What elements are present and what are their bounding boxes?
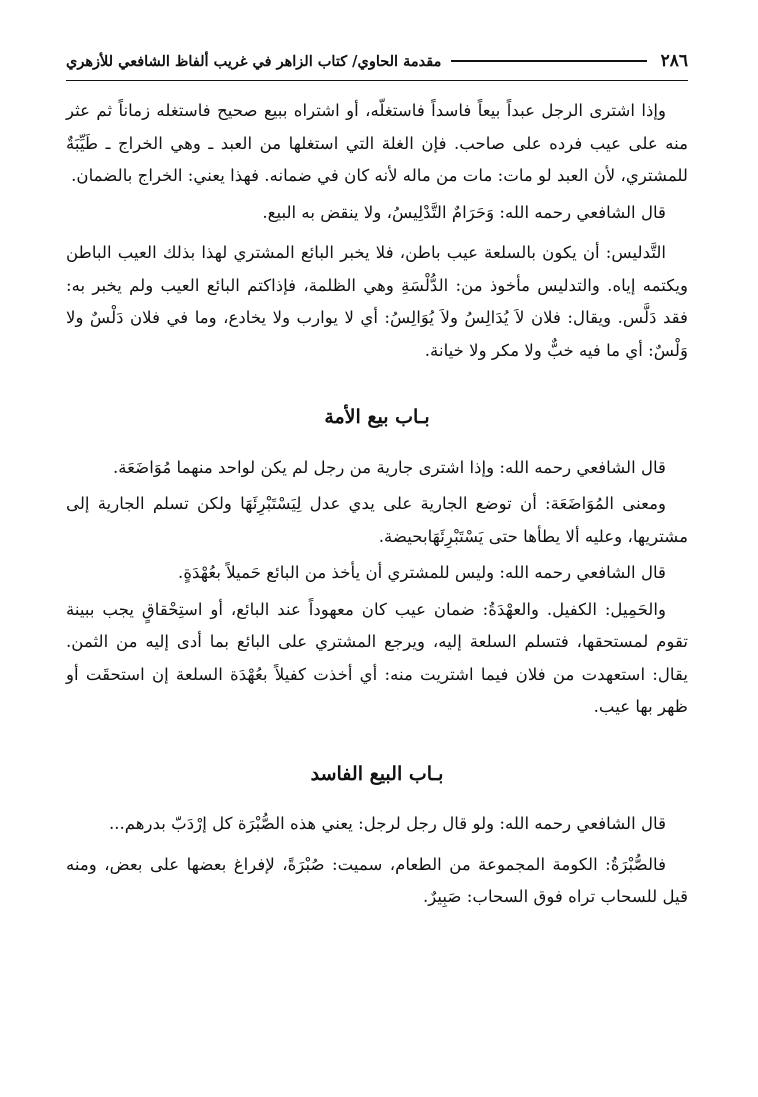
header-dash (451, 60, 646, 62)
running-header (66, 44, 688, 78)
section-heading: بـاب بيع الأمة (324, 406, 430, 428)
header-rule (66, 80, 688, 81)
paragraph: وإذا اشترى الرجل عبداً بيعاً فاسداً فاستغلّه، أو اشتراه ببيع صحيح فاستغله زماناً ثم عثر منه على عيب فرده على صاحب. فإن الغلة التي استغلها من العبد ـ وهي الخراج ـ طَيِّبَةٌ للمشتري، لأن العبد لو مات: مات من ماله لأنه كان في ضمانه. فهذا يعني: الخراج بالضمان. (66, 101, 688, 185)
paragraph: قال الشافعي رحمه الله: ولو قال رجل لرجل: يعني هذه الصُّبْرَة كل إرْدَبّ بدرهم... (108, 814, 666, 833)
section-sale-of-slave-girl (66, 401, 688, 724)
section-invalid-sale (66, 758, 688, 914)
page-body (66, 95, 688, 914)
paragraph: قال الشافعي رحمه الله: وليس للمشتري أن يأخذ من البائع حَميلاً بعُهْدَةٍ. (178, 563, 666, 582)
paragraph: التَّدليس: أن يكون بالسلعة عيب باطن، فلا يخبر البائع المشتري لهذا بذلك العيب الباطن ويكتمه إياه. والتدليس مأخوذ من: الدُّلْسَةِ وهي الظلمة، فإذاكتم البائع العيب ولم يخبر به: فقد دَلَّس. ويقال: فلان لاَ يُدَالِسُ ولاَ يُوَالِسُ: أي لا يوارب ولا يخادع، وما في فلان دَلْسٌ ولا وَلْسٌ: أي ما فيه خبٌّ ولا مكر ولا خيانة. (66, 243, 688, 360)
page-number: ٢٨٦ (660, 51, 688, 71)
paragraph: ومعنى المُوَاضَعَة: أن توضع الجارية على يدي عدل لِيَسْتَبْرِئَهَا ولكن تسلم الجارية إلى مشتريها، وعليه ألا يطأها حتى يَسْتَبْرِئَهَابحيضة. (66, 494, 688, 546)
paragraph: فالصُّبْرَةُ: الكومة المجموعة من الطعام، سميت: صُبْرَةً، لإفراغ بعضها على بعض، ومنه قيل للسحاب تراه فوق السحاب: صَبِيرٌ. (66, 854, 688, 906)
paragraph: والحَمِيل: الكفيل. والعهْدَةُ: ضمان عيب كان معهوداً عند البائع، أو استِحْقاقٍ يجب ببينة تقوم لمستحقها، فتسلم السلعة إليه، ويرجع المشتري على البائع بما أدى إليه من الثمن. يقال: استعهدت من فلان فيما اشتريت منه: أي أخذت كفيلاً بعُهْدَة السلعة إن استحقَت أو ظهر بها عيب. (66, 599, 688, 716)
paragraph: قال الشافعي رحمه الله: وَحَرَامٌ التَّدْلِيسُ، ولا ينقض به البيع. (262, 202, 666, 222)
section-heading: بـاب البيع الفاسد (310, 762, 444, 785)
running-title: مقدمة الحاوي/ كتاب الزاهر في غريب ألفاظ الشافعي للأزهري (66, 52, 442, 70)
section-opening (66, 95, 688, 367)
paragraph: قال الشافعي رحمه الله: وإذا اشترى جارية من رجل لم يكن لواحد منهما مُوَاضَعَة. (112, 457, 666, 477)
